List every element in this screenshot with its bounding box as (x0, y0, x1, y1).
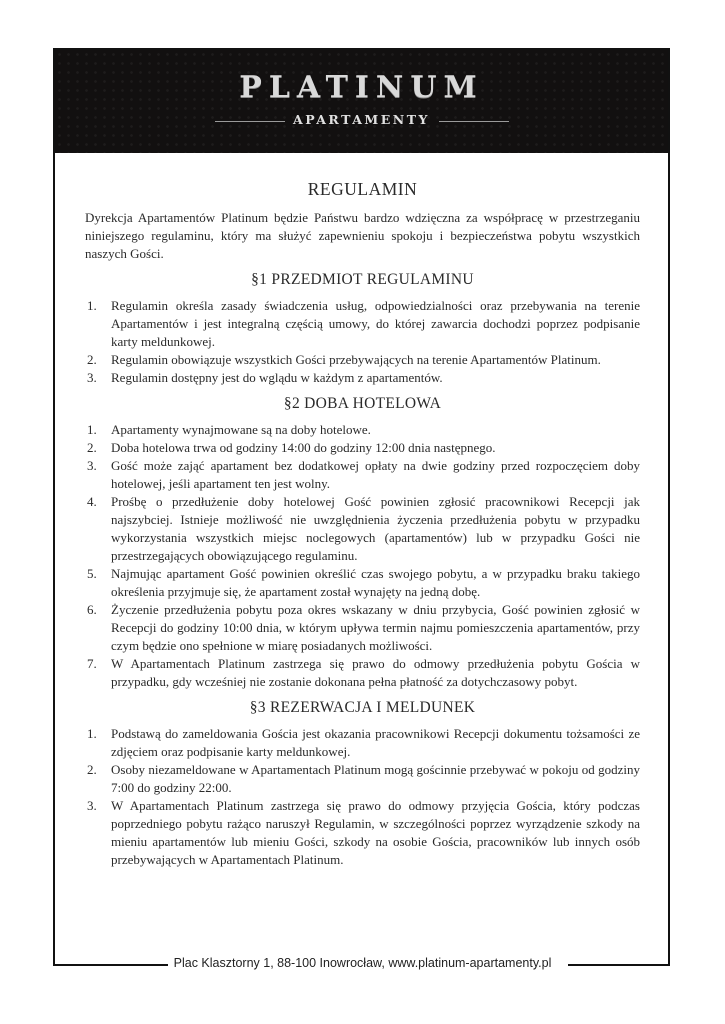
item-number: 2. (87, 352, 97, 367)
list-item (85, 761, 640, 797)
item-text: W Apartamentach Platinum zastrzega się prawo do odmowy przyjęcia Gościa, który podczas poprzedniego pobytu rażąco naruszył Regulamin, w szczególności poprzez wyrządzenie szkody na mieniu apartamentów lub mieniu Gości, szkody na osobie Gościa, pracowników lub innych osób przebywających w Apartamentach Platinum. (111, 798, 640, 867)
section-heading: §1 PRZEDMIOT REGULAMINU (251, 271, 474, 288)
list-item (85, 369, 640, 387)
item-text: Gość może zająć apartament bez dodatkowej opłaty na dwie godziny przed rozpoczęciem doby hotelowej, jeśli apartament ten jest wolny. (111, 458, 640, 491)
brand-logo: PLATINUM (239, 70, 484, 105)
item-number: 1. (87, 422, 97, 437)
list-item (85, 493, 640, 565)
item-text: Najmując apartament Gość powinien określić czas swojego pobytu, a w przypadku braku takiego określenia przyjmuje się, że apartament został wynajęty na jedną dobę. (111, 566, 640, 599)
item-text: W Apartamentach Platinum zastrzega się prawo do odmowy przedłużenia pobytu Gościa w przypadku, gdy wcześniej nie zostanie dokonana pełna płatność za dotychczasowy pobyt. (111, 656, 640, 689)
section-heading: §2 DOBA HOTELOWA (283, 395, 442, 412)
item-number: 2. (87, 762, 97, 777)
list-item (85, 457, 640, 493)
item-text: Życzenie przedłużenia pobytu poza okres wskazany w dniu przybycia, Gość powinien zgłosić w Recepcji do godziny 10:00 dnia, w którym upływa termin najmu pomieszczenia apartamentów, przy czym będzie ono spełnione w miarę posiadanych możliwości. (111, 602, 640, 653)
item-number: 7. (87, 656, 97, 671)
list-item (85, 421, 640, 439)
footer-address: Plac Klasztorny 1, 88-100 Inowrocław, www.platinum-apartamenty.pl (173, 956, 552, 970)
document-body (85, 179, 640, 869)
brand-header (55, 50, 668, 153)
item-number: 6. (87, 602, 97, 617)
document-title: REGULAMIN (307, 179, 418, 199)
item-number: 5. (87, 566, 97, 581)
item-text: Regulamin określa zasady świadczenia usług, odpowiedzialności oraz przebywania na terenie Apartamentów i jest integralną częścią umowy, do której zawarcia dochodzi poprzez podpisanie karty meldunkowej. (111, 298, 640, 349)
brand-subtitle-row (55, 112, 668, 130)
item-text: Regulamin obowiązuje wszystkich Gości przebywających na terenie Apartamentów Platinum. (111, 352, 601, 367)
item-text: Apartamenty wynajmowane są na doby hotelowe. (111, 422, 371, 437)
list-item (85, 439, 640, 457)
item-number: 1. (87, 298, 97, 313)
item-text: Doba hotelowa trwa od godziny 14:00 do godziny 12:00 dnia następnego. (111, 440, 496, 455)
item-text: Regulamin dostępny jest do wglądu w każdym z apartamentów. (111, 370, 443, 385)
item-number: 3. (87, 798, 97, 813)
item-text: Osoby niezameldowane w Apartamentach Platinum mogą gościnnie przebywać w pokoju od godziny 7:00 do godziny 22:00. (111, 762, 640, 795)
section-heading: §3 REZERWACJA I MELDUNEK (249, 699, 476, 716)
intro-paragraph: Dyrekcja Apartamentów Platinum będzie Państwu bardzo wdzięczna za współpracę w przestrzeganiu niniejszego regulaminu, który ma służyć zapewnieniu spokoju i bezpieczeństwa pobytu wszystkich naszych Gości. (85, 210, 640, 261)
divider-right (439, 121, 509, 122)
list-item (85, 601, 640, 655)
list-item (85, 725, 640, 761)
list-item (85, 797, 640, 869)
item-number: 1. (87, 726, 97, 741)
page-frame (53, 48, 670, 966)
item-number: 2. (87, 440, 97, 455)
section-list (85, 297, 640, 387)
section-list (85, 421, 640, 691)
item-text: Podstawą do zameldowania Gościa jest okazania pracownikowi Recepcji dokumentu tożsamości ze zdjęciem oraz podpisanie karty meldunkowej. (111, 726, 640, 759)
list-item (85, 297, 640, 351)
section-list (85, 725, 640, 869)
item-number: 3. (87, 370, 97, 385)
list-item (85, 565, 640, 601)
item-text: Prośbę o przedłużenie doby hotelowej Gość powinien zgłosić pracownikowi Recepcji jak najszybciej. Istnieje możliwość nie uwzględnienia życzenia przedłużenia pobytu w przypadku wykorzystania wszystkich miejsc noclegowych (apartamentów) lub w przypadku Gości nie przestrzegających obowiązującego regulaminu. (111, 494, 640, 563)
item-number: 4. (87, 494, 97, 509)
list-item (85, 655, 640, 691)
list-item (85, 351, 640, 369)
item-number: 3. (87, 458, 97, 473)
brand-subtitle: APARTAMENTY (293, 112, 430, 127)
